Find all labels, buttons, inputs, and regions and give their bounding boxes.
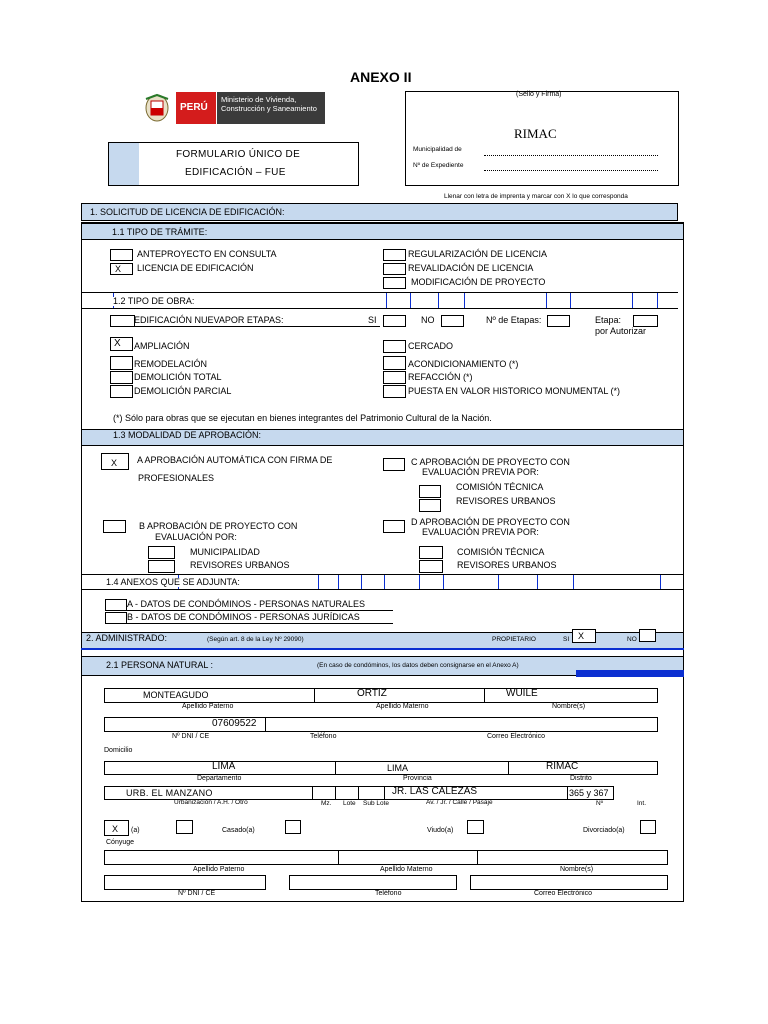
section-1-1-title: 1.1 TIPO DE TRÁMITE: (112, 227, 208, 237)
label-prop-no: NO (627, 636, 637, 643)
rule-v (386, 293, 387, 308)
input-conyuge-dni[interactable] (104, 875, 266, 890)
rule-v (438, 293, 439, 308)
checkbox-revalidacion[interactable] (383, 263, 406, 275)
checkbox-refaccion[interactable] (383, 371, 406, 384)
instructions: Llenar con letra de imprenta y marcar con X lo que corresponda (444, 193, 628, 200)
modalidad-a-mark: X (111, 458, 118, 468)
checkbox-c-revisores[interactable] (419, 499, 441, 512)
input-dni[interactable]: 07609522 (212, 718, 257, 729)
rule-v (477, 850, 478, 865)
label-urbanizacion: Urbanización / A.H. / Otro (174, 799, 248, 806)
checkbox-modificacion[interactable] (383, 277, 406, 289)
checkbox-si[interactable] (383, 315, 406, 327)
label-regularizacion: REGULARIZACIÓN DE LICENCIA (408, 249, 548, 259)
rule-v (537, 575, 538, 589)
section-1-4-title: 1.4 ANEXOS QUE SE ADJUNTA: (106, 577, 240, 587)
checkbox-soltero[interactable] (104, 820, 129, 836)
municipality-label: Municipalidad de (413, 146, 462, 153)
form-title-accent (109, 143, 139, 185)
rule-v (265, 717, 266, 732)
section-2-blue-rule (81, 648, 684, 650)
label-anexo-a: A - DATOS DE CONDÓMINOS - PERSONAS NATURALES (127, 599, 366, 609)
rule-v (657, 293, 658, 308)
ministry-badge (217, 92, 325, 124)
label-prop-si: SI (563, 636, 570, 643)
label-dni: Nº DNI / CE (172, 733, 210, 740)
section-2-title: 2. ADMINISTRADO: (86, 633, 168, 643)
rule-v (508, 761, 509, 775)
input-avenida[interactable]: JR. LAS CALEZAS (392, 786, 478, 797)
rule-v (314, 688, 315, 703)
rule-1-2-top (81, 292, 678, 293)
label-interior: Int. (637, 800, 647, 807)
rule-v (338, 575, 339, 589)
label-c-comision: COMISIÓN TÉCNICA (456, 482, 544, 492)
logo (143, 92, 325, 124)
label-conyuge-materno: Apellido Materno (380, 866, 433, 873)
rule-v (443, 575, 444, 589)
patrimonio-note: (*) Sólo para obras que se ejecutan en bienes integrantes del Patrimonio Cultural de la Nación. (113, 413, 492, 423)
label-anteproyecto: ANTEPROYECTO EN CONSULTA (137, 249, 277, 259)
rule-v (546, 293, 547, 308)
label-por-autorizar: por Autorizar (595, 326, 647, 336)
input-urbanizacion[interactable]: URB. EL MANZANO (126, 788, 213, 798)
checkbox-divorciado-box[interactable] (640, 820, 656, 834)
label-modificacion: MODIFICACIÓN DE PROYECTO (411, 277, 546, 287)
label-provincia: Provincia (403, 775, 432, 782)
rule-v (384, 575, 385, 589)
input-numero[interactable]: 365 y 367 (569, 788, 609, 798)
label-casado: Casado(a) (222, 827, 255, 834)
edificacion-underline (134, 326, 380, 327)
checkbox-modalidad-c[interactable] (383, 458, 405, 471)
input-apellido-materno[interactable]: ORTIZ (357, 688, 387, 699)
checkbox-cercado[interactable] (383, 340, 406, 353)
checkbox-anteproyecto[interactable] (110, 249, 133, 261)
label-divorciado: Divorciado(a) (583, 827, 625, 834)
checkbox-licencia[interactable] (110, 263, 133, 275)
checkbox-propietario-si[interactable] (572, 629, 596, 643)
rule-1-4-bottom (81, 589, 684, 590)
municipality-value: RIMAC (514, 126, 557, 141)
checkbox-demolicion-parcial[interactable] (110, 385, 133, 398)
rule-v (358, 786, 359, 800)
licencia-mark: X (115, 264, 122, 274)
section-2-1-blue-block (576, 670, 684, 677)
checkbox-propietario-no[interactable] (639, 629, 656, 642)
page-title: ANEXO II (350, 69, 412, 85)
input-departamento[interactable]: LIMA (212, 761, 236, 772)
input-conyuge-telefono[interactable] (289, 875, 457, 890)
label-modalidad-a-2: PROFESIONALES (138, 473, 215, 483)
label-lote: Lote (343, 800, 356, 807)
form-title-line1: FORMULARIO ÚNICO DE (176, 149, 301, 160)
checkbox-anexo-a[interactable] (105, 599, 127, 611)
label-puesta: PUESTA EN VALOR HISTORICO MONUMENTAL (*) (408, 386, 621, 396)
rule-1-4-top (81, 574, 684, 575)
rule-v (384, 786, 385, 800)
checkbox-edificacion[interactable] (110, 315, 135, 327)
form-title-line2: EDIFICACIÓN – FUE (185, 167, 286, 178)
expedient-label: Nº de Expediente (413, 162, 464, 169)
logo-ministry: Ministerio de Vivienda, Construcción y Saneamiento (221, 95, 317, 113)
rule-v (632, 293, 633, 308)
checkbox-puesta[interactable] (383, 385, 406, 398)
checkbox-regularizacion[interactable] (383, 249, 406, 261)
rule-v (410, 293, 411, 308)
section-2-1-note: (En caso de condóminos, los datos deben consignarse en el Anexo A) (317, 662, 519, 669)
label-num-etapas: Nº de Etapas: (486, 315, 542, 325)
label-modalidad-d-1: D APROBACIÓN DE PROYECTO CON (411, 517, 570, 527)
soltero-mark: X (112, 824, 119, 834)
rule-v (573, 575, 574, 589)
label-d-comision: COMISIÓN TÉCNICA (457, 547, 545, 557)
label-conyuge-paterno: Apellido Paterno (193, 866, 245, 873)
municipality-line (484, 155, 658, 156)
label-si: SI (368, 315, 377, 325)
rule-v (570, 293, 571, 308)
checkbox-anexo-b[interactable] (105, 612, 127, 624)
checkbox-divorciado[interactable] (467, 820, 484, 834)
label-modalidad-d-2: EVALUACIÓN PREVIA POR: (422, 527, 539, 537)
checkbox-d-revisores[interactable] (419, 560, 443, 573)
input-provincia[interactable]: LIMA (387, 763, 409, 773)
label-numero: Nº (596, 800, 604, 807)
label-sublote: Sub Lote (363, 800, 390, 807)
rule-v (660, 575, 661, 589)
label-viudo: Viudo(a) (427, 827, 454, 834)
checkbox-acondicionamiento[interactable] (383, 356, 406, 370)
label-acondicionamiento: ACONDICIONAMIENTO (*) (408, 359, 519, 369)
label-d-revisores: REVISORES URBANOS (457, 560, 557, 570)
label-anexo-b: B - DATOS DE CONDÓMINOS - PERSONAS JURÍDICAS (127, 612, 360, 622)
label-modalidad-b-2: EVALUACIÓN POR: (155, 532, 237, 542)
label-b-municipalidad: MUNICIPALIDAD (190, 547, 260, 557)
label-b-revisores: REVISORES URBANOS (190, 560, 290, 570)
checkbox-b-municipalidad[interactable] (148, 546, 175, 559)
dni-row (104, 717, 658, 732)
checkbox-c-comision[interactable] (419, 485, 441, 498)
label-modalidad-a-1: A APROBACIÓN AUTOMÁTICA CON FIRMA DE (137, 455, 333, 465)
checkbox-remodelacion[interactable] (110, 356, 133, 370)
label-edificacion: EDIFICACIÓN NUEVAPOR ETAPAS: (134, 315, 284, 325)
checkbox-modalidad-a[interactable] (101, 453, 129, 470)
section-1-2-title: 1.2 TIPO DE OBRA: (113, 296, 195, 306)
checkbox-d-comision[interactable] (419, 546, 443, 559)
anexo-a-underline (127, 610, 393, 611)
rule-v (338, 850, 339, 865)
label-ampliacion: AMPLIACIÓN (134, 341, 190, 351)
label-mz: Mz. (321, 800, 332, 807)
label-modalidad-b-1: B APROBACIÓN DE PROYECTO CON (139, 521, 298, 531)
section-2-1-title: 2.1 PERSONA NATURAL : (106, 660, 214, 670)
checkbox-modalidad-d[interactable] (383, 520, 405, 533)
rule-v (335, 761, 336, 775)
label-nombres: Nombre(s) (552, 703, 586, 710)
label-departamento: Departamento (197, 775, 242, 782)
checkbox-casado[interactable] (176, 820, 193, 834)
ampliacion-mark: X (114, 338, 121, 349)
label-etapa: Etapa: (595, 315, 622, 325)
expedient-line (484, 170, 658, 171)
label-refaccion: REFACCIÓN (*) (408, 372, 473, 382)
input-apellido-paterno[interactable]: MONTEAGUDO (143, 690, 209, 700)
checkbox-demolicion-total[interactable] (110, 371, 133, 384)
label-c-revisores: REVISORES URBANOS (456, 496, 556, 506)
input-conyuge-correo[interactable] (470, 875, 668, 890)
label-conyuge-telefono: Teléfono (375, 890, 402, 897)
label-revalidacion: REVALIDACIÓN DE LICENCIA (408, 263, 534, 273)
label-propietario: PROPIETARIO (492, 636, 536, 643)
label-modalidad-c-1: C APROBACIÓN DE PROYECTO CON (411, 457, 570, 467)
section-2-ley: (Según art. 8 de la Ley Nº 29090) (207, 636, 304, 643)
label-remodelacion: REMODELACIÓN (134, 359, 208, 369)
rule-v (484, 688, 485, 703)
propietario-si-mark: X (578, 631, 585, 641)
rule-v (335, 786, 336, 800)
label-conyuge-correo: Correo Electrónico (534, 890, 592, 897)
rule-v (419, 575, 420, 589)
checkbox-no[interactable] (441, 315, 464, 327)
rule-v (361, 575, 362, 589)
label-demolicion-parcial: DEMOLICIÓN PARCIAL (134, 386, 232, 396)
label-domicilio: Domicilio (104, 747, 133, 754)
rule-v (567, 786, 568, 800)
input-distrito[interactable]: RIMAC (546, 761, 579, 772)
checkbox-ampliacion[interactable] (110, 337, 133, 351)
coat-of-arms-icon (143, 93, 171, 123)
rule-v (312, 786, 313, 800)
anexo-b-underline (127, 623, 393, 624)
label-apellido-paterno: Apellido Paterno (182, 703, 234, 710)
checkbox-b-revisores[interactable] (148, 560, 175, 573)
logo-country: PERÚ (180, 102, 208, 113)
input-nombres[interactable]: WUILE (506, 688, 538, 699)
label-cercado: CERCADO (408, 341, 454, 351)
label-apellido-materno: Apellido Materno (376, 703, 429, 710)
section-1-3-title: 1.3 MODALIDAD DE APROBACIÓN: (113, 430, 262, 440)
label-no: NO (421, 315, 435, 325)
label-licencia: LICENCIA DE EDIFICACIÓN (137, 263, 254, 273)
label-demolicion-total: DEMOLICIÓN TOTAL (134, 372, 222, 382)
spouse-names-row (104, 850, 668, 865)
stamp-label: (Sello y Firma) (516, 91, 562, 98)
section-1-title: 1. SOLICITUD DE LICENCIA DE EDIFICACIÓN: (90, 207, 285, 217)
label-conyuge: Cónyuge (106, 839, 135, 846)
label-modalidad-c-2: EVALUACIÓN PREVIA POR: (422, 467, 539, 477)
label-conyuge-nombres: Nombre(s) (560, 866, 594, 873)
checkbox-modalidad-b[interactable] (103, 520, 126, 533)
label-soltero-suffix: (a) (131, 827, 140, 834)
input-num-etapas[interactable] (547, 315, 570, 327)
rule-1-2-bottom (81, 308, 678, 309)
label-avenida: Av. / Jr. / Calle / Pasaje (426, 799, 493, 806)
checkbox-viudo[interactable] (285, 820, 301, 834)
label-correo: Correo Electrónico (487, 733, 545, 740)
rule-v (464, 293, 465, 308)
rule-v (318, 575, 319, 589)
label-conyuge-dni: Nº DNI / CE (178, 890, 216, 897)
label-telefono: Teléfono (310, 733, 337, 740)
peru-badge (176, 92, 216, 124)
rule-v (498, 575, 499, 589)
label-distrito: Distrito (570, 775, 592, 782)
